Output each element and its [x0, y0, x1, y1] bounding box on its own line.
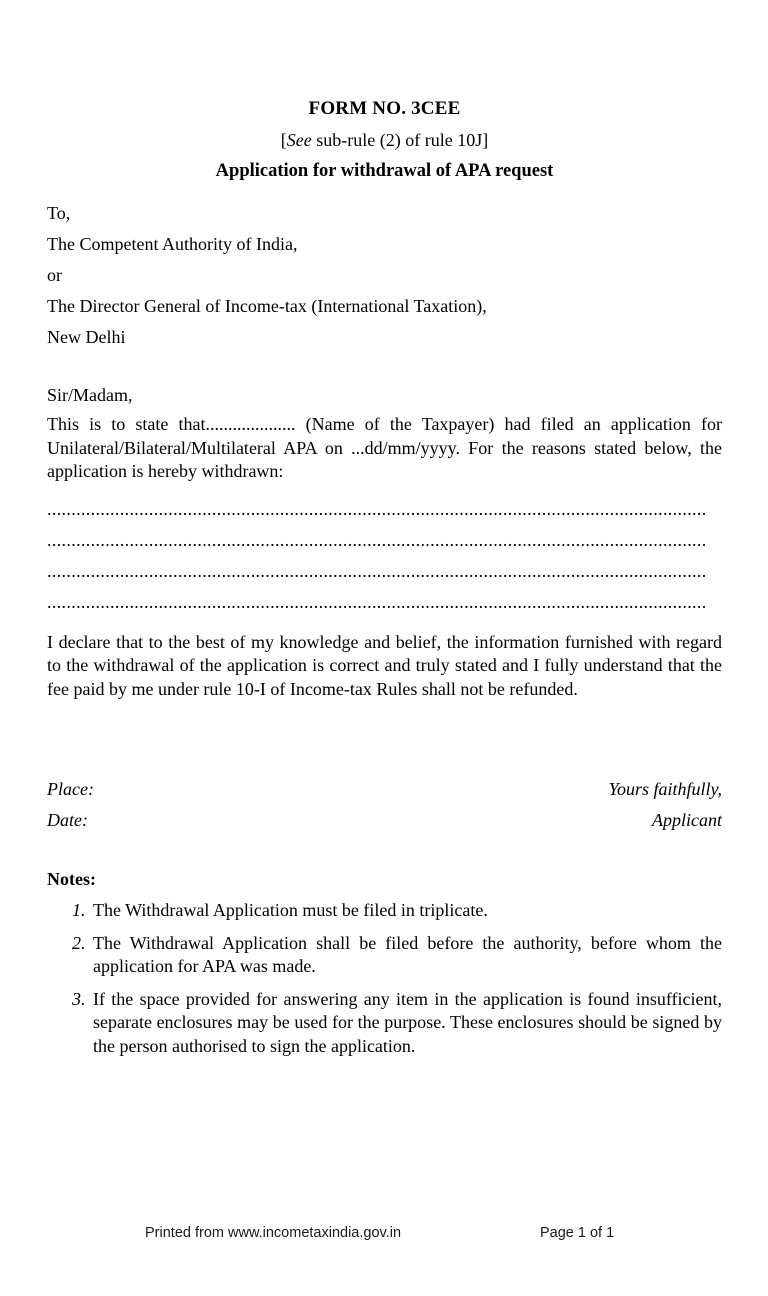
closing-salutation: Yours faithfully,	[608, 779, 722, 799]
answer-dotted-line[interactable]: ........................................................................................................................................	[47, 529, 707, 550]
document-content	[47, 0, 722, 1058]
rule-reference-text: sub-rule (2) of rule 10J]	[311, 130, 489, 150]
document-header	[47, 98, 722, 182]
rule-reference-see: See	[286, 130, 312, 150]
declaration-paragraph: I declare that to the best of my knowledge and belief, the information furnished with regard to the withdrawal of the application is correct and truly stated and I fully understand that the fee paid by me under rule 10-I of Income-tax Rules shall not be refunded.	[47, 631, 722, 699]
addressee-block	[47, 198, 722, 353]
place-row	[47, 774, 722, 805]
note-text: The Withdrawal Application shall be filed before the authority, before whom the application for APA was made.	[93, 932, 722, 976]
addressee-line: New Delhi	[47, 327, 126, 347]
note-list-item	[47, 988, 722, 1059]
salutation: Sir/Madam,	[47, 385, 133, 405]
answer-dotted-line[interactable]: ........................................................................................................................................	[47, 560, 707, 581]
date-label[interactable]: Date:	[47, 810, 88, 830]
note-number: 2.	[72, 932, 86, 953]
notes-heading: Notes:	[47, 869, 96, 889]
notes-section	[47, 868, 722, 1058]
note-text: If the space provided for answering any item in the application is found insufficient, separate enclosures may be used for the purpose. These enclosures should be signed by the person authorised to sign the application.	[93, 988, 722, 1056]
printed-from-label: Printed from www.incometaxindia.gov.in	[145, 1225, 402, 1241]
note-number: 1.	[72, 900, 86, 920]
signatory-label: Applicant	[652, 810, 722, 830]
answer-dotted-line[interactable]: ........................................................................................................................................	[47, 498, 707, 519]
statement-paragraph: This is to state that.................... (Name of the Taxpayer) had filed an application for Unilateral/Bilateral/Multilateral APA on ...dd/mm/yyyy. For the reasons stated below, the application is hereby withdrawn:	[47, 414, 722, 481]
date-row	[47, 805, 722, 836]
form-number-title: FORM NO. 3CEE	[308, 98, 461, 119]
page-number-indicator: Page 1 of 1	[540, 1225, 615, 1241]
addressee-line: The Director General of Income-tax (International Taxation),	[47, 296, 487, 316]
page-footer	[0, 1221, 768, 1245]
note-number: 3.	[72, 988, 86, 1009]
rule-reference	[47, 129, 722, 151]
note-list-item	[47, 932, 722, 979]
page-title: Application for withdrawal of APA request	[215, 161, 554, 181]
rule-reference-bracket-open: [	[280, 130, 287, 150]
addressee-line: To,	[47, 203, 71, 223]
note-list-item	[47, 899, 722, 923]
answer-dotted-line[interactable]: ........................................................................................................................................	[47, 591, 707, 612]
addressee-line: The Competent Authority of India,	[47, 234, 298, 254]
addressee-line: or	[47, 265, 62, 285]
place-label[interactable]: Place:	[47, 779, 94, 799]
reason-answer-lines	[47, 494, 722, 618]
signature-block	[47, 774, 722, 836]
note-text: The Withdrawal Application must be filed in triplicate.	[93, 900, 488, 920]
